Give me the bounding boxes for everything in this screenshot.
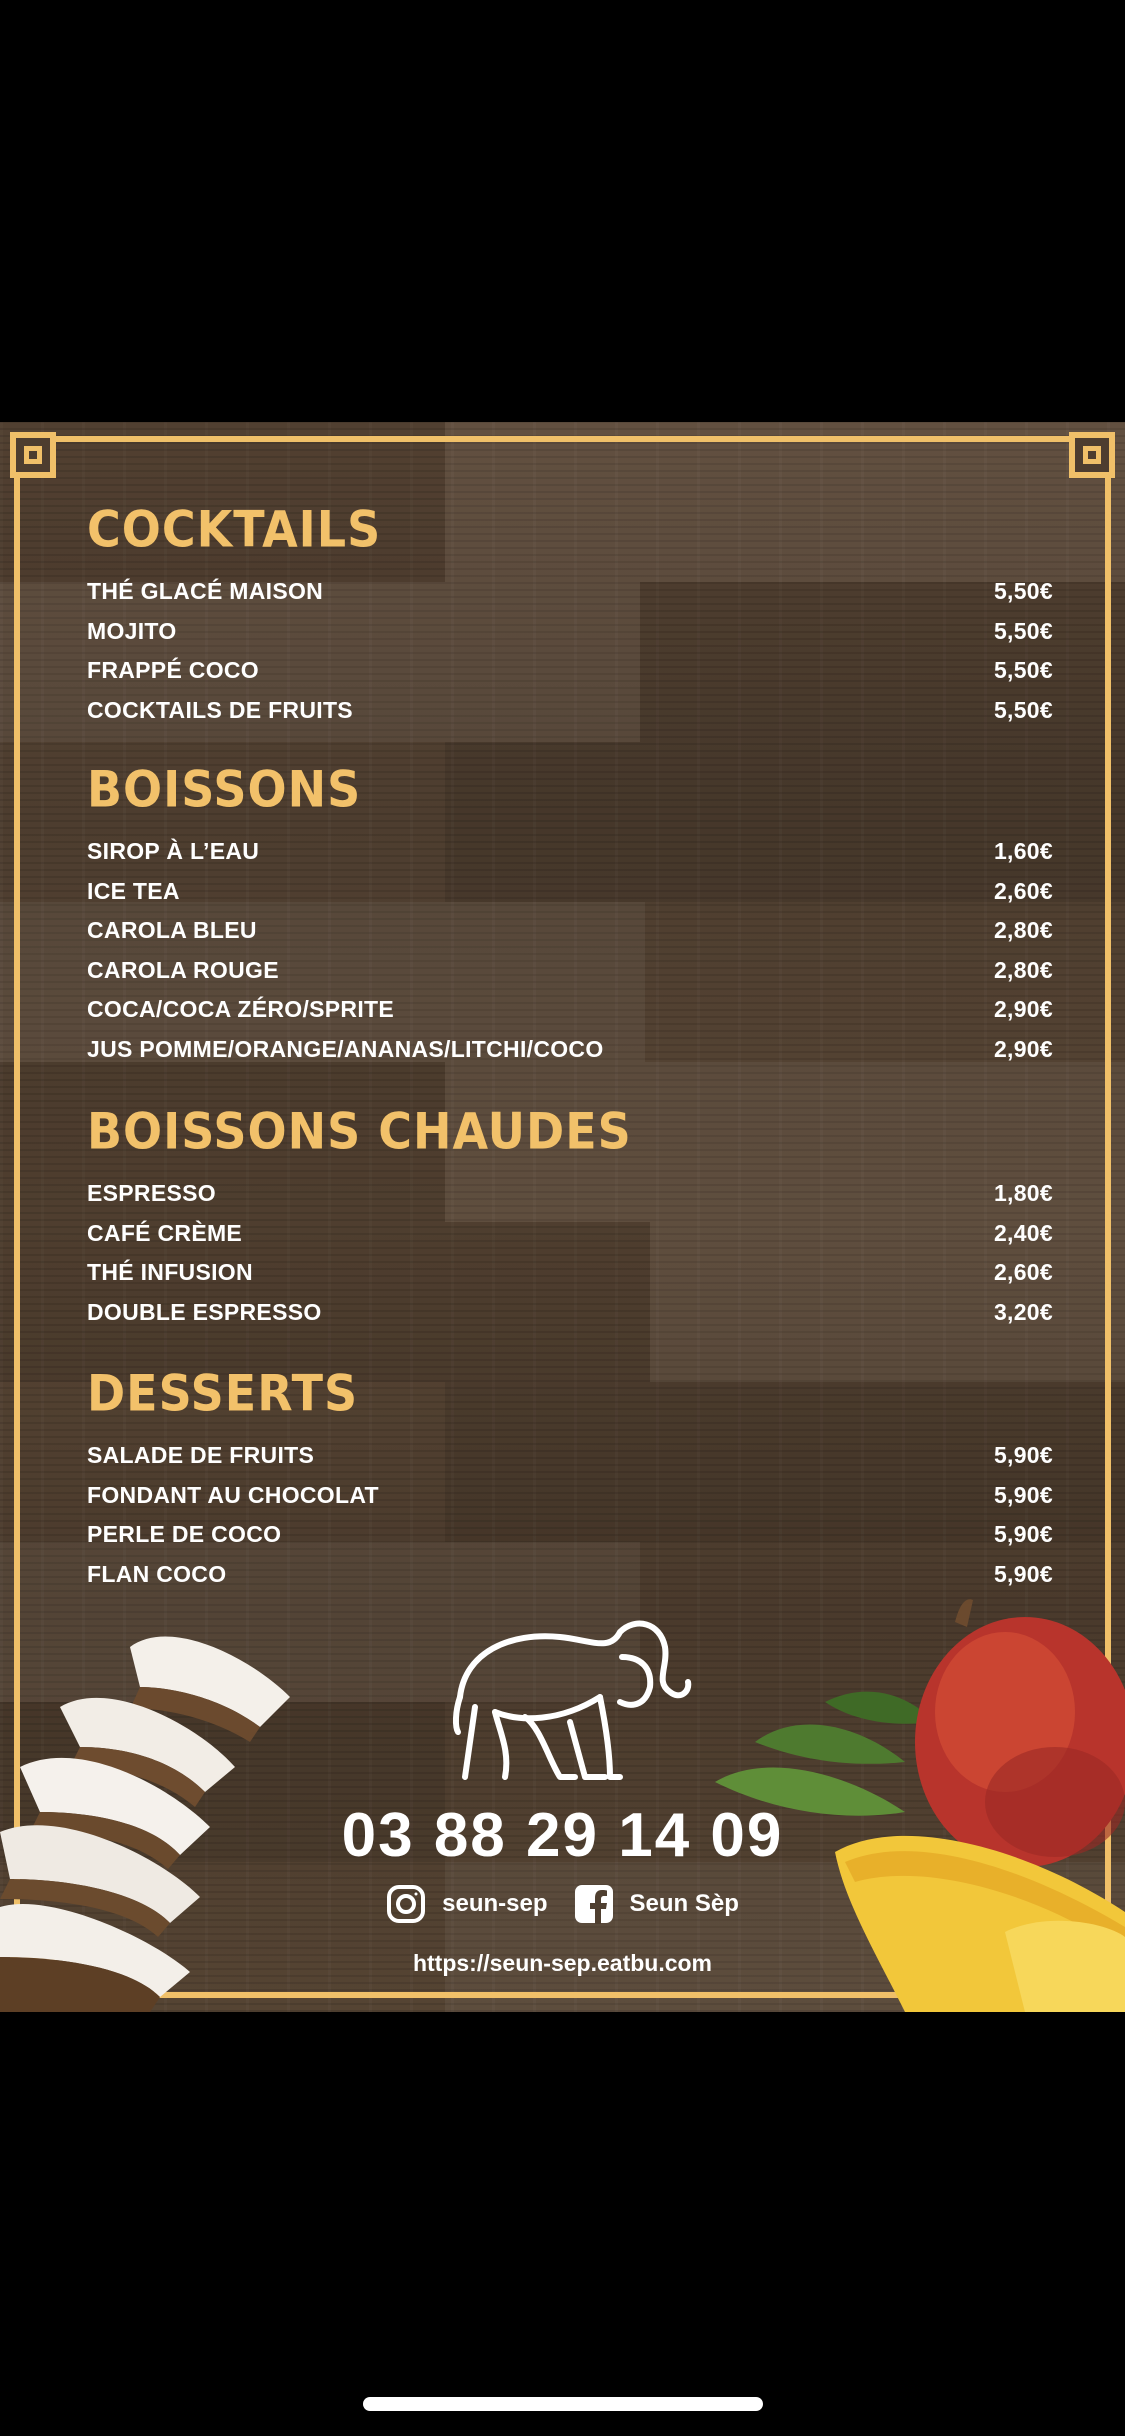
item-price: 5,90€	[993, 1481, 1053, 1508]
item-name: SIROP À L’EAU	[87, 838, 260, 865]
menu-item	[87, 1253, 1053, 1293]
instagram-handle: seun-sep	[442, 1890, 548, 1917]
item-name: CAROLA BLEU	[87, 917, 257, 944]
social-links	[0, 1884, 1125, 1924]
instagram-icon	[386, 1884, 426, 1924]
frame-corner	[10, 432, 56, 478]
menu-item	[87, 1436, 1053, 1476]
item-price: 5,90€	[993, 1521, 1053, 1548]
section-title: COCKTAILS	[87, 500, 382, 559]
item-price: 3,20€	[993, 1298, 1053, 1325]
menu-item	[87, 1214, 1053, 1254]
item-price: 5,50€	[993, 657, 1053, 684]
menu-item	[87, 1476, 1053, 1516]
menu-poster	[0, 422, 1125, 2012]
menu-item	[87, 612, 1053, 652]
item-name: CAROLA ROUGE	[87, 956, 279, 983]
instagram-link[interactable]	[386, 1884, 547, 1924]
item-name: MOJITO	[87, 617, 177, 644]
item-name: ICE TEA	[87, 877, 180, 904]
section-boissons-chaudes	[87, 1102, 1053, 1332]
item-name: FLAN COCO	[87, 1560, 227, 1587]
item-name: THÉ INFUSION	[87, 1259, 253, 1286]
item-name: FRAPPÉ COCO	[87, 657, 259, 684]
item-price: 2,80€	[993, 917, 1053, 944]
section-boissons	[87, 760, 1053, 1069]
menu-item	[87, 1030, 1053, 1070]
menu-item	[87, 651, 1053, 691]
item-name: ESPRESSO	[87, 1180, 216, 1207]
menu-item	[87, 872, 1053, 912]
section-title: BOISSONS CHAUDES	[87, 1102, 632, 1161]
menu-item	[87, 691, 1053, 731]
item-name: CAFÉ CRÈME	[87, 1219, 243, 1246]
item-price: 5,50€	[993, 696, 1053, 723]
item-name: FONDANT AU CHOCOLAT	[87, 1481, 379, 1508]
section-desserts	[87, 1364, 1053, 1594]
facebook-link[interactable]	[574, 1884, 739, 1924]
item-name: THÉ GLACÉ MAISON	[87, 578, 324, 605]
item-name: JUS POMME/ORANGE/ANANAS/LITCHI/COCO	[87, 1035, 604, 1062]
frame-corner	[1069, 432, 1115, 478]
item-name: COCKTAILS DE FRUITS	[87, 696, 353, 723]
menu-item	[87, 1293, 1053, 1333]
item-price: 1,80€	[993, 1180, 1053, 1207]
item-name: DOUBLE ESPRESSO	[87, 1298, 322, 1325]
menu-item	[87, 1515, 1053, 1555]
home-indicator[interactable]	[363, 2397, 763, 2411]
item-name: COCA/COCA ZÉRO/SPRITE	[87, 996, 395, 1023]
item-price: 2,90€	[993, 996, 1053, 1023]
item-price: 5,90€	[993, 1560, 1053, 1587]
item-price: 2,60€	[993, 1259, 1053, 1286]
website-link[interactable]: https://seun-sep.eatbu.com	[412, 1950, 713, 1976]
menu-item	[87, 951, 1053, 991]
facebook-page: Seun Sèp	[629, 1890, 739, 1917]
facebook-icon	[574, 1884, 614, 1924]
item-name: SALADE DE FRUITS	[87, 1442, 315, 1469]
menu-item	[87, 1555, 1053, 1595]
menu-item	[87, 832, 1053, 872]
item-name: PERLE DE COCO	[87, 1521, 282, 1548]
menu-item	[87, 572, 1053, 612]
section-cocktails	[87, 500, 1053, 730]
item-price: 2,40€	[993, 1219, 1053, 1246]
item-price: 2,90€	[993, 1035, 1053, 1062]
item-price: 5,50€	[993, 617, 1053, 644]
item-price: 2,80€	[993, 956, 1053, 983]
elephant-logo	[440, 1612, 700, 1792]
menu-item	[87, 1174, 1053, 1214]
section-title: DESSERTS	[87, 1364, 359, 1423]
phone-number[interactable]: 03 88 29 14 09	[341, 1801, 784, 1870]
item-price: 5,50€	[993, 578, 1053, 605]
item-price: 2,60€	[993, 877, 1053, 904]
item-price: 5,90€	[993, 1442, 1053, 1469]
menu-item	[87, 990, 1053, 1030]
section-title: BOISSONS	[87, 760, 362, 819]
item-price: 1,60€	[993, 838, 1053, 865]
menu-item	[87, 911, 1053, 951]
